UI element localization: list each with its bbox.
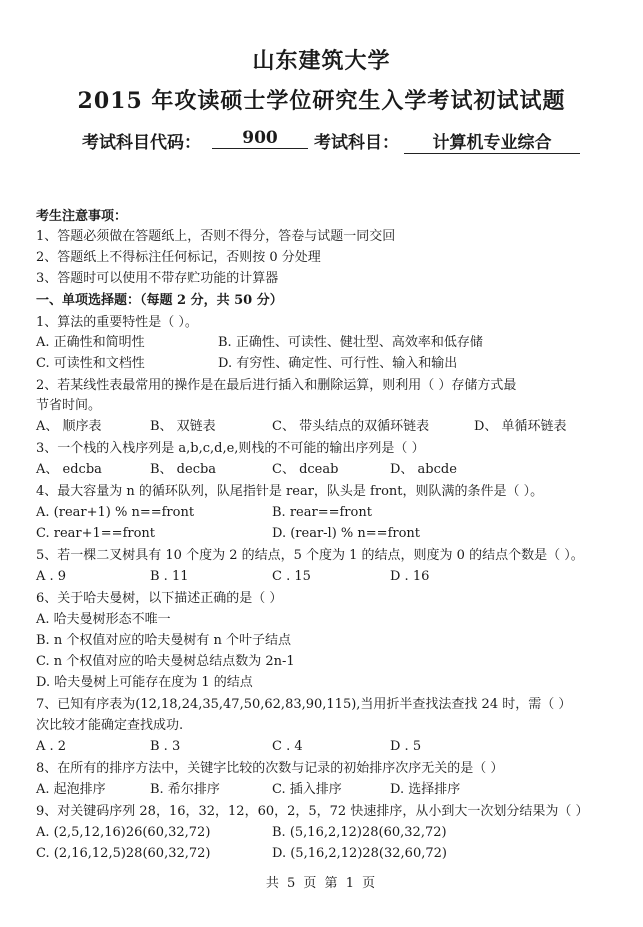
question-8-option-a: A. 起泡排序 [36, 782, 106, 797]
question-1-option-a: A. 正确性和简明性 [36, 335, 145, 350]
question-1-option-d: D. 有穷性、确定性、可行性、输入和输出 [218, 356, 458, 371]
question-1-stem: 1、算法的重要特性是（ ）。 [36, 315, 198, 330]
question-4-stem: 4、最大容量为 n 的循环队列，队尾指针是 rear，队头是 front，则队满的条件是（ ）。 [36, 484, 544, 499]
question-1-option-b: B. 正确性、可读性、健壮型、高效率和低存储 [218, 335, 483, 350]
question-8-option-c: C. 插入排序 [272, 782, 342, 797]
question-2-option-d: D、 单循环链表 [474, 419, 567, 434]
university-title: 山东建筑大学 [252, 48, 391, 74]
question-4-option-d: D. (rear-l) % n==front [272, 526, 421, 541]
question-7-stem-cont: 次比较才能确定查找成功. [36, 718, 184, 733]
question-3-option-d: D、 abcde [390, 462, 457, 477]
question-8-stem: 8、在所有的排序方法中，关键字比较的次数与记录的初始排序次序无关的是（ ） [36, 761, 504, 776]
question-5-option-d: D . 16 [390, 569, 430, 584]
notice-item-2: 2、答题纸上不得标注任何标记，否则按 0 分处理 [36, 250, 321, 265]
question-6-option-d: D. 哈夫曼树上可能存在度为 1 的结点 [36, 675, 253, 690]
question-1-option-c: C. 可读性和文档性 [36, 356, 145, 371]
question-2-option-a: A、 顺序表 [36, 419, 102, 434]
question-7-option-b: B . 3 [150, 739, 181, 754]
question-7-option-d: D . 5 [390, 739, 422, 754]
question-4-option-c: C. rear+1==front [36, 526, 156, 541]
question-5-option-c: C . 15 [272, 569, 311, 584]
question-5-option-b: B . 11 [150, 569, 189, 584]
subject-name-value: 计算机专业综合 [404, 128, 580, 154]
subject-code-value: 900 [212, 128, 308, 149]
subject-name-label: 考试科目： [314, 133, 399, 153]
question-6-option-b: B. n 个权值对应的哈夫曼树有 n 个叶子结点 [36, 633, 291, 648]
question-9-option-d: D. (5,16,2,12)28(32,60,72) [272, 846, 447, 861]
exam-title: 2015 年攻读硕士学位研究生入学考试初试试题 [77, 88, 566, 114]
question-3-option-a: A、 edcba [36, 462, 102, 477]
subject-row [82, 128, 602, 156]
question-3-option-c: C、 dceab [272, 462, 339, 477]
question-7-option-c: C . 4 [272, 739, 303, 754]
subject-code-label: 考试科目代码： [82, 133, 201, 153]
question-7-option-a: A . 2 [36, 739, 67, 754]
question-9-stem: 9、对关键码序列 28，16，32，12，60，2，5，72 快速排序，从小到大一次划分结果为（ ） [36, 804, 589, 819]
question-9-option-a: A. (2,5,12,16)26(60,32,72) [36, 825, 211, 840]
question-2-stem: 2、若某线性表最常用的操作是在最后进行插入和删除运算，则利用（ ）存储方式最 [36, 378, 517, 393]
question-2-stem-cont: 节省时间。 [36, 398, 102, 413]
question-5-stem: 5、若一棵二叉树具有 10 个度为 2 的结点，5 个度为 1 的结点，则度为 0 的结点个数是（ ）。 [36, 548, 584, 563]
question-7-stem: 7、已知有序表为(12,18,24,35,47,50,62,83,90,115),当用折半查找法查找 24 时，需（ ） [36, 697, 572, 712]
question-3-stem: 3、一个栈的入栈序列是 a,b,c,d,e,则栈的不可能的输出序列是（ ） [36, 441, 425, 456]
section-heading: 一、单项选择题：（每题 2 分，共 50 分） [36, 293, 283, 308]
question-2-option-b: B、 双链表 [150, 419, 216, 434]
question-3-option-b: B、 decba [150, 462, 217, 477]
question-9-option-b: B. (5,16,2,12)28(60,32,72) [272, 825, 447, 840]
question-4-option-a: A. (rear+1) % n==front [36, 505, 195, 520]
question-6-option-a: A. 哈夫曼树形态不唯一 [36, 612, 171, 627]
question-9-option-c: C. (2,16,12,5)28(60,32,72) [36, 846, 211, 861]
notice-heading: 考生注意事项： [36, 209, 128, 224]
notice-item-3: 3、答题时可以使用不带存贮功能的计算器 [36, 271, 279, 286]
page-footer: 共 5 页 第 1 页 [265, 876, 378, 891]
notice-item-1: 1、答题必须做在答题纸上，否则不得分，答卷与试题一同交回 [36, 229, 396, 244]
question-6-option-c: C. n 个权值对应的哈夫曼树总结点数为 2n-1 [36, 654, 295, 669]
question-4-option-b: B. rear==front [272, 505, 372, 520]
question-6-stem: 6、关于哈夫曼树，以下描述正确的是（ ） [36, 591, 283, 606]
question-2-option-c: C、 带头结点的双循环链表 [272, 419, 430, 434]
question-8-option-d: D. 选择排序 [390, 782, 461, 797]
question-8-option-b: B. 希尔排序 [150, 782, 220, 797]
question-5-option-a: A . 9 [36, 569, 67, 584]
